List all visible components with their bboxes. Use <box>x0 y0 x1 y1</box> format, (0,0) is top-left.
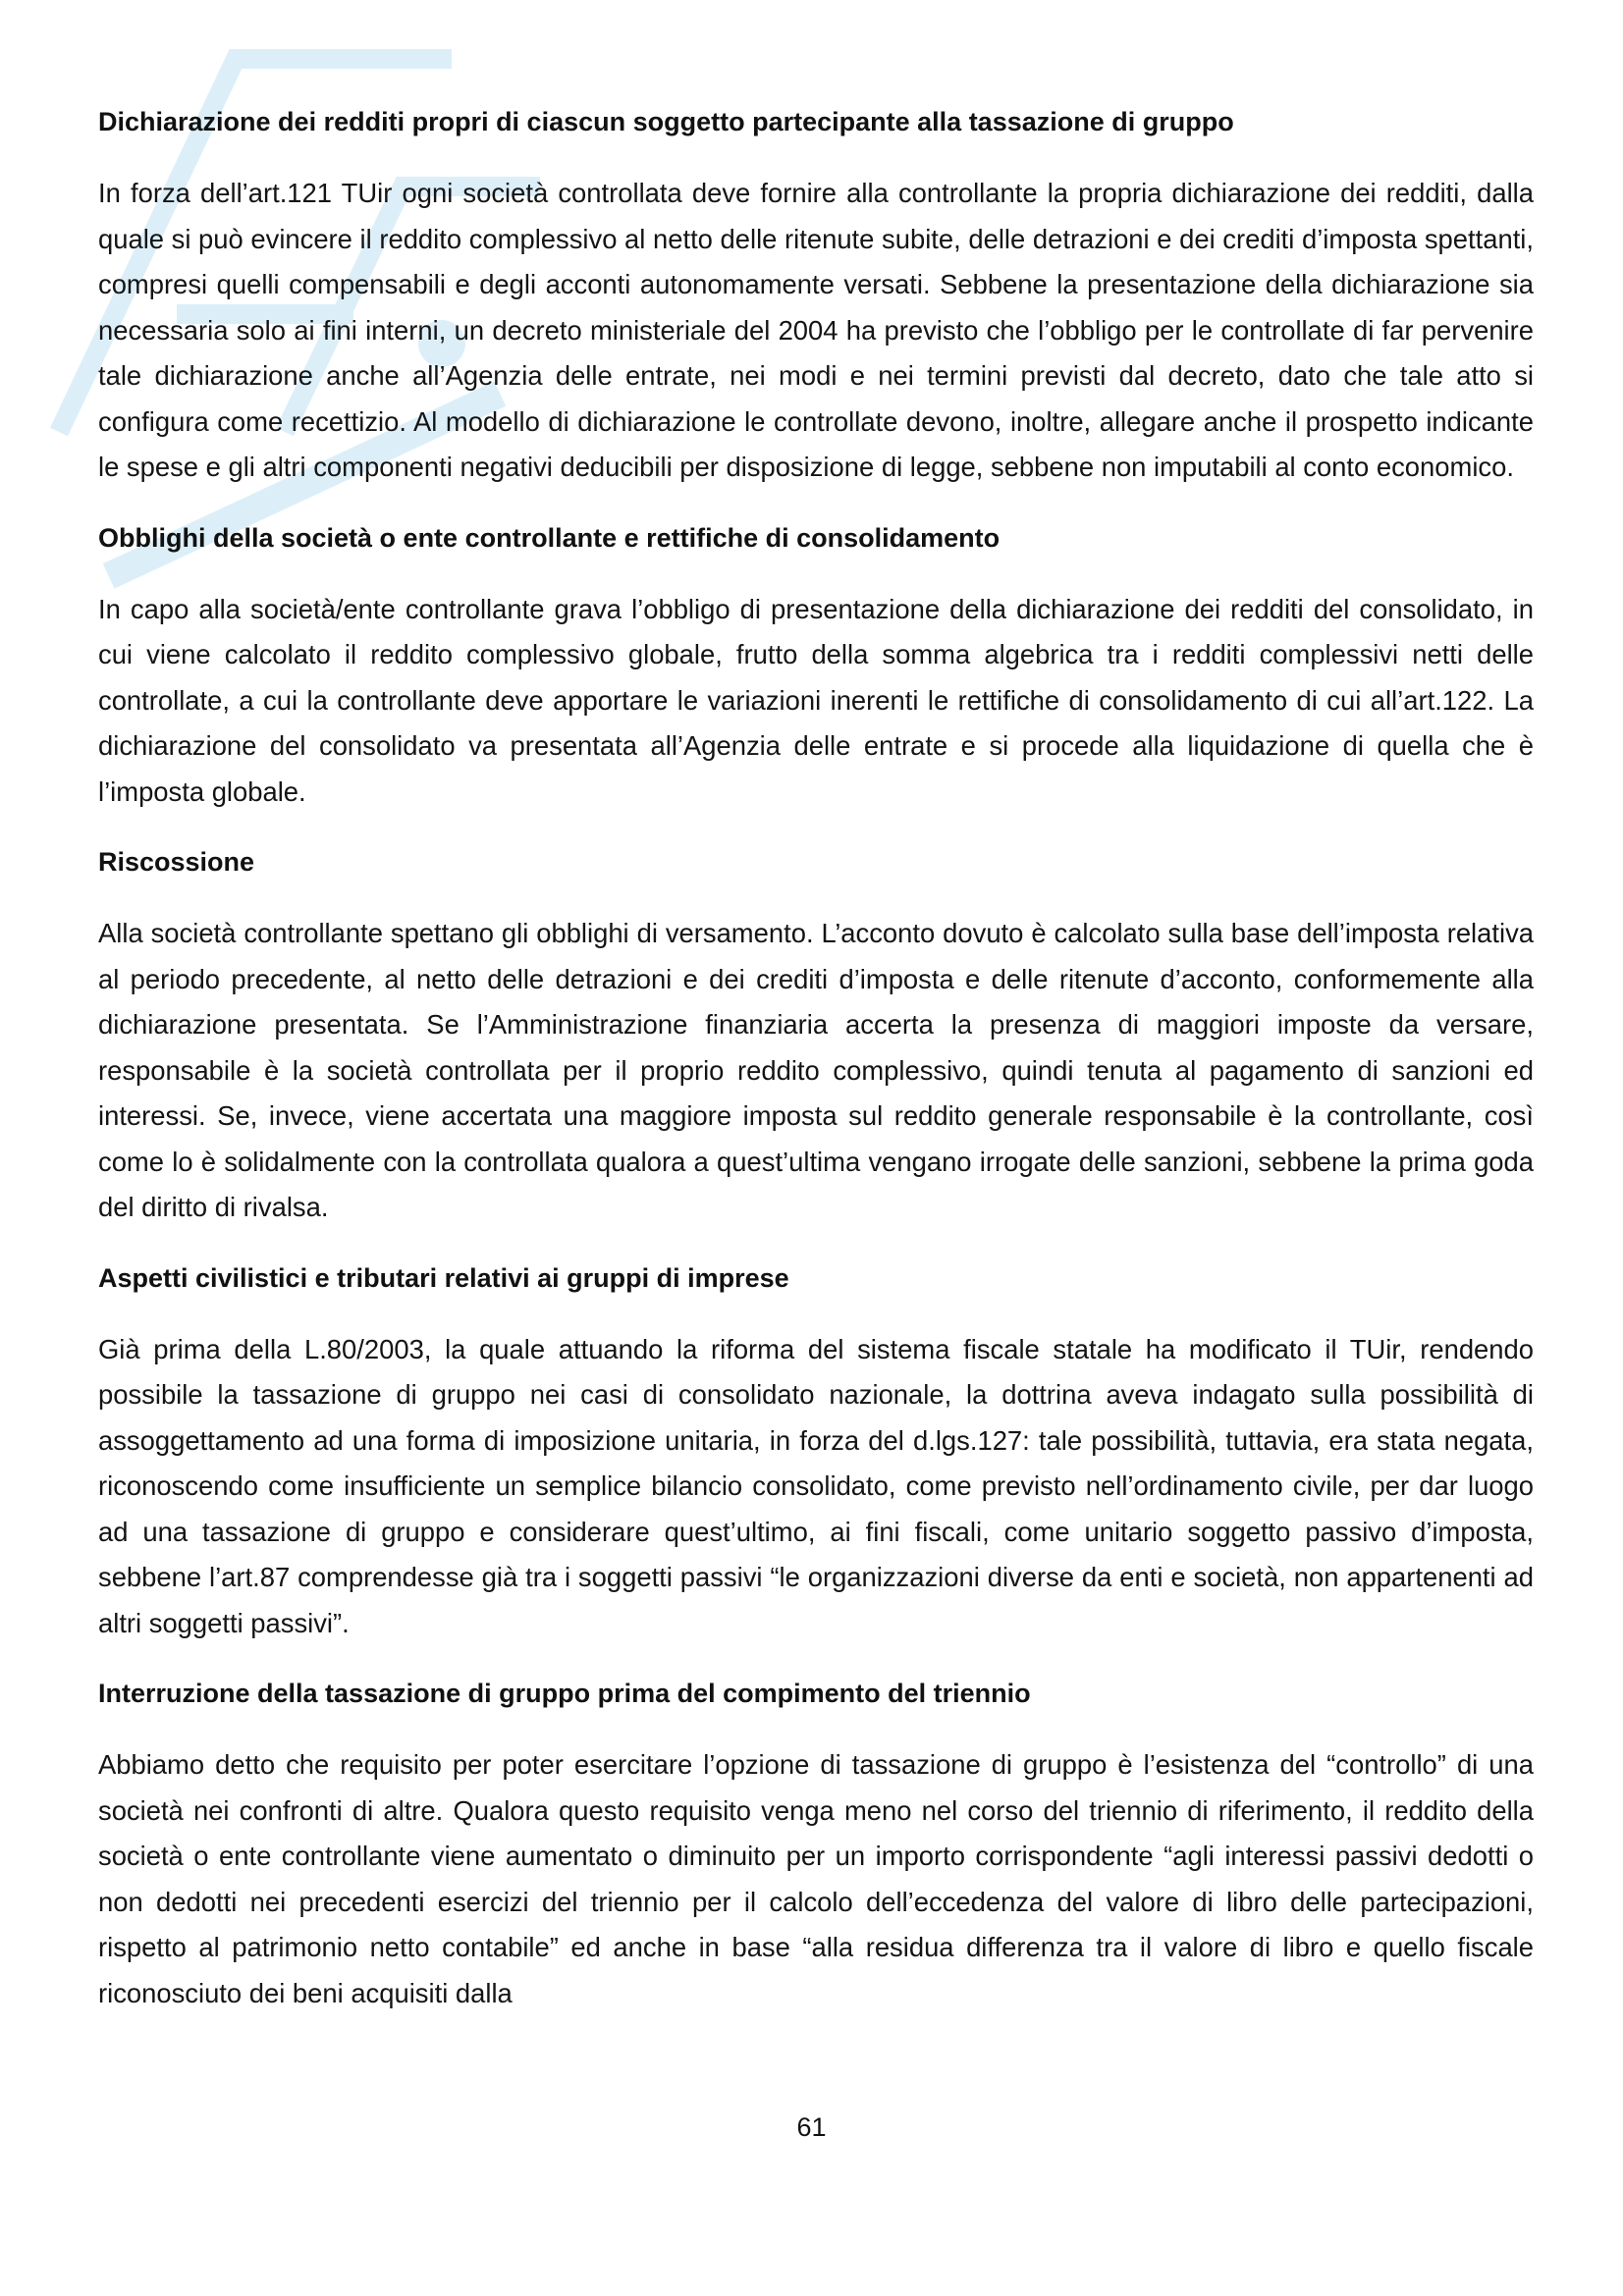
section-paragraph: Alla società controllante spettano gli obblighi di versamento. L’acconto dovuto è calcolato sulla base dell’imposta relativa al periodo precedente, al netto delle detrazioni e dei crediti d’imposta e delle ritenute d’acconto, conformemente alla dichiarazione presentata. Se l’Amministrazione finanziaria accerta la presenza di maggiori imposte da versare, responsabile è la società controllata per il proprio reddito complessivo, quindi tenuta al pagamento di sanzioni ed interessi. Se, invece, viene accertata una maggiore imposta sul reddito generale responsabile è la controllante, così come lo è solidalmente con la controllata qualora a quest’ultima vengano irrogate delle sanzioni, sebbene la prima goda del diritto di rivalsa. <box>98 918 1534 1222</box>
page-content <box>98 100 1534 2042</box>
section-heading: Obblighi della società o ente controllante e rettifiche di consolidamento <box>98 522 1001 553</box>
section-paragraph: Abbiamo detto che requisito per poter esercitare l’opzione di tassazione di gruppo è l’esistenza del “controllo” di una società nei confronti di altre. Qualora questo requisito venga meno nel corso del triennio di riferimento, il reddito della società o ente controllante viene aumentato o diminuito per un importo corrispondente “agli interessi passivi dedotti o non dedotti nei precedenti esercizi del triennio per il calcolo dell’eccedenza del valore di libro delle partecipazioni, rispetto al patrimonio netto contabile” ed anche in base “alla residua differenza tra il valore di libro e quello fiscale riconosciuto dei beni acquisiti dalla <box>98 1749 1534 2008</box>
section-heading: Aspetti civilistici e tributari relativi ai gruppi di imprese <box>98 1262 789 1293</box>
section-heading: Riscossione <box>98 847 255 877</box>
section-paragraph: In forza dell’art.121 TUir ogni società controllata deve fornire alla controllante la propria dichiarazione dei redditi, dalla quale si può evincere il reddito complessivo al netto delle ritenute subite, delle detrazioni e dei crediti d’imposta spettanti, compresi quelli compensabili e degli acconti autonomamente versati. Sebbene la presentazione della dichiarazione sia necessaria solo ai fini interni, un decreto ministeriale del 2004 ha previsto che l’obbligo per le controllate di far pervenire tale dichiarazione anche all’Agenzia delle entrate, nei modi e nei termini previsti dal decreto, dato che tale atto si configura come recettizio. Al modello di dichiarazione le controllate devono, inoltre, allegare anche il prospetto indicante le spese e gli altri componenti negativi deducibili per disposizione di legge, sebbene non imputabili al conto economico. <box>98 178 1534 482</box>
section-heading: Dichiarazione dei redditi propri di ciascun soggetto partecipante alla tassazione di gruppo <box>98 107 1234 136</box>
section-heading: Interruzione della tassazione di gruppo prima del compimento del triennio <box>98 1679 1031 1708</box>
section-paragraph: Già prima della L.80/2003, la quale attuando la riforma del sistema fiscale statale ha modificato il TUir, rendendo possibile la tassazione di gruppo nei casi di consolidato nazionale, la dottrina aveva indagato sulla possibilità di assoggettamento ad una forma di imposizione unitaria, in forza del d.lgs.127: tale possibilità, tuttavia, era stata negata, riconoscendo come insufficiente un semplice bilancio consolidato, come previsto nell’ordinamento civile, per dar luogo ad una tassazione di gruppo e considerare quest’ultimo, ai fini fiscali, come unitario soggetto passivo d’imposta, sebbene l’art.87 comprendesse già tra i soggetti passivi “le organizzazioni diverse da enti e società, non appartenenti ad altri soggetti passivi”. <box>98 1333 1534 1638</box>
page-number: 61 <box>796 2112 827 2142</box>
section-paragraph: In capo alla società/ente controllante grava l’obbligo di presentazione della dichiarazione dei redditi del consolidato, in cui viene calcolato il reddito complessivo globale, frutto della somma algebrica tra i redditi complessivi netti delle controllate, a cui la controllante deve apportare le variazioni inerenti le rettifiche di consolidamento di cui all’art.122. La dichiarazione del consolidato va presentata all’Agenzia delle entrate e si procede alla liquidazione di quella che è l’imposta globale. <box>98 593 1534 807</box>
